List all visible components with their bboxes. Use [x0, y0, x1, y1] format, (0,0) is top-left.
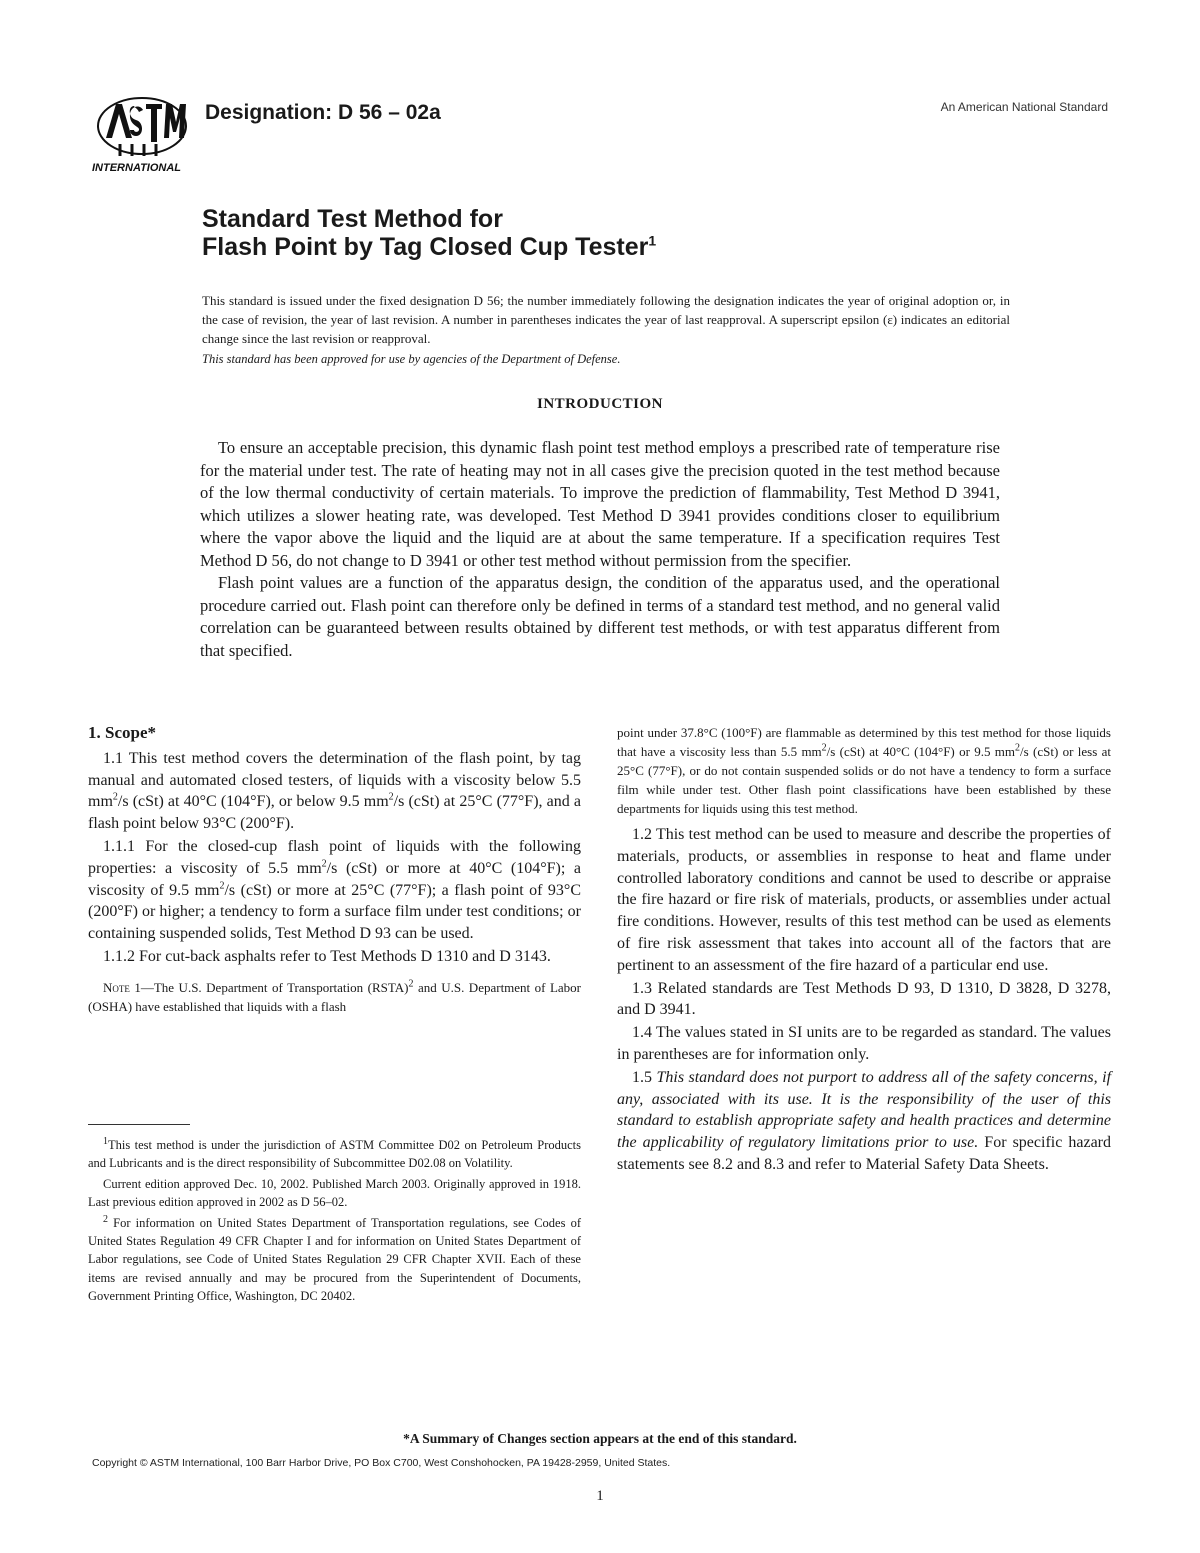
footnote-marker: 2: [103, 1213, 108, 1225]
footnotes: [88, 1136, 581, 1308]
text-run: 1—The U.S. Department of Transportation (RSTA): [129, 979, 409, 995]
paragraph-1-5: [617, 1067, 1111, 1176]
superscript: 2: [1015, 742, 1021, 754]
text-run: /s (cSt) or more at 40°C (104°F); a viscosity of 9.5 mm: [88, 859, 582, 899]
superscript: 2: [219, 880, 225, 892]
superscript: 2: [821, 742, 827, 754]
footnote-marker: 1: [103, 1135, 108, 1147]
title-line-1: Standard Test Method for: [202, 205, 503, 233]
footnote-2: [88, 1214, 581, 1306]
national-standard-label: An American National Standard: [940, 100, 1108, 114]
superscript: 2: [112, 792, 118, 804]
section-heading-scope: 1. Scope*: [88, 723, 156, 742]
title-text: Flash Point by Tag Closed Cup Tester: [202, 233, 649, 261]
footnote-divider: [88, 1124, 190, 1125]
dod-note: This standard has been approved for use by agencies of the Department of Defense.: [202, 352, 621, 366]
introduction-body: [200, 437, 1000, 662]
text-run: and U.S. Department of Labor (OSHA) have established that liquids with a flash: [88, 979, 581, 1014]
paragraph-1-3: 1.3 Related standards are Test Methods D 93, D 1310, D 3828, D 3278, and D 3941.: [617, 979, 1111, 1019]
text-run: point under 37.8°C (100°F) are flammable as determined by this test method for those liquids that have a viscosity less than 5.5 mm: [617, 725, 1111, 759]
summary-of-changes-note: *A Summary of Changes section appears at the end of this standard.: [403, 1431, 797, 1446]
footnote-ref: 2: [408, 978, 414, 990]
copyright: Copyright © ASTM International, 100 Barr Harbor Drive, PO Box C700, West Conshohocken, PA 19428-2959, United States.: [92, 1457, 671, 1469]
page-number: 1: [596, 1488, 604, 1504]
text-run: /s (cSt) or more at 25°C (77°F); a flash point of 93°C (200°F) or higher; a tendency to form a surface film under test conditions; or containing suspended solids, Test Method D 93 can be used.: [88, 881, 582, 943]
superscript: 2: [388, 792, 394, 804]
text-run: 1.5: [632, 1068, 657, 1086]
left-column: [88, 722, 581, 1016]
text-run: For information on United States Department of Transportation regulations, see Codes of United States Regulation 49 CFR Chapter I and for information on United States Department of Labor regulations, see Code of United States Regulation 29 CFR Chapter XVII. Each of these items are revised annually and may be procured from the Superintendent of Documents, Government Printing Office, Washington, DC 20402.: [88, 1215, 582, 1304]
text-run: For specific hazard statements see 8.2 and 8.3 and refer to Material Safety Data Sheets.: [617, 1134, 1112, 1173]
paragraph-1-4: 1.4 The values stated in SI units are to be regarded as standard. The values in parentheses are for information only.: [617, 1024, 1111, 1063]
logo-text: INTERNATIONAL: [92, 162, 182, 174]
superscript: 2: [321, 858, 327, 870]
text-run: /s (cSt) at 25°C (77°F), and a flash point below 93°C (200°F).: [88, 793, 581, 833]
paragraph-1-1: [88, 748, 581, 835]
note-1: [88, 978, 581, 1016]
introduction-paragraph: Flash point values are a function of the apparatus design, the condition of the apparatus used, and the operational procedure carried out. Flash point can therefore only be defined in terms of a standard test method, and no general valid correlation can be guaranteed between results obtained by different test methods, or with test apparatus different from that specified.: [200, 573, 1000, 660]
text-run: 1.1 This test method covers the determination of the flash point, by tag manual and automated closed testers, of liquids with a viscosity below 5.5 mm: [88, 749, 581, 811]
note-label: Note: [103, 979, 130, 995]
paragraph-1-1-2: 1.1.2 For cut-back asphalts refer to Test Methods D 1310 and D 3143.: [103, 947, 551, 965]
footnote-1-continued: Current edition approved Dec. 10, 2002. Published March 2003. Originally approved in 1918. Last previous edition approved in 2002 as D 56–02.: [88, 1176, 581, 1210]
text-run: /s (cSt) or less at 25°C (77°F), or do not contain suspended solids or do not have a tendency to form a surface film while under test. Other flash point classifications have been established by these departments for liquids using this test method.: [617, 744, 1112, 816]
designation: Designation: D 56 – 02a: [205, 101, 441, 124]
text-run: 1.1.1 For the closed-cup flash point of liquids with the following properties: a viscosity of 5.5 mm: [88, 837, 581, 877]
title-footnote-ref: 1: [648, 232, 657, 249]
astm-logo: [92, 92, 192, 174]
title-line-2: [202, 233, 656, 262]
introduction-heading: INTRODUCTION: [536, 396, 663, 412]
right-column: [617, 723, 1111, 1177]
note-1-continued: [617, 723, 1111, 818]
astm-logo-icon: [92, 92, 192, 174]
paragraph-1-2: 1.2 This test method can be used to measure and describe the properties of materials, products, or assemblies in response to heat and flame under controlled laboratory conditions and cannot be used to describe or appraise the fire hazard or fire risk of materials, products, or assemblies under actual fire conditions. However, results of this test method can be used as elements of fire risk assessment that takes into account all of the factors that are pertinent to an assessment of the fire hazard of a particular end use.: [617, 826, 1111, 974]
text-run: /s (cSt) at 40°C (104°F), or below 9.5 mm: [117, 793, 389, 811]
safety-caveat: This standard does not purport to address all of the safety concerns, if any, associated with its use. It is the responsibility of the user of this standard to establish appropriate safety and health practices and determine the applicability of regulatory limitations prior to use.: [617, 1068, 1112, 1152]
paragraph-1-1-1: [88, 836, 581, 945]
introduction-paragraph: To ensure an acceptable precision, this dynamic flash point test method employs a prescribed rate of temperature rise for the material under test. The rate of heating may not in all cases give the precision quoted in the test method because of the low thermal conductivity of certain materials. To improve the prediction of flammability, Test Method D 3941, which utilizes a slower heating rate, was developed. Test Method D 3941 provides conditions closer to equilibrium where the vapor above the liquid and the liquid are at about the same temperature. If a specification requires Test Method D 56, do not change to D 3941 or other test method without permission from the specifier.: [200, 438, 1000, 570]
issued-note: This standard is issued under the fixed designation D 56; the number immediately following the designation indicates the year of original adoption or, in the case of revision, the year of last revision. A number in parentheses indicates the year of last reapproval. A superscript epsilon (ε) indicates an editorial change since the last revision or reapproval.: [202, 293, 1010, 346]
footnote-1: [88, 1136, 581, 1173]
text-run: /s (cSt) at 40°C (104°F) or 9.5 mm: [826, 744, 1016, 759]
text-run: This test method is under the jurisdiction of ASTM Committee D02 on Petroleum Products and Lubricants and is the direct responsibility of Subcommittee D02.08 on Volatility.: [88, 1138, 581, 1171]
